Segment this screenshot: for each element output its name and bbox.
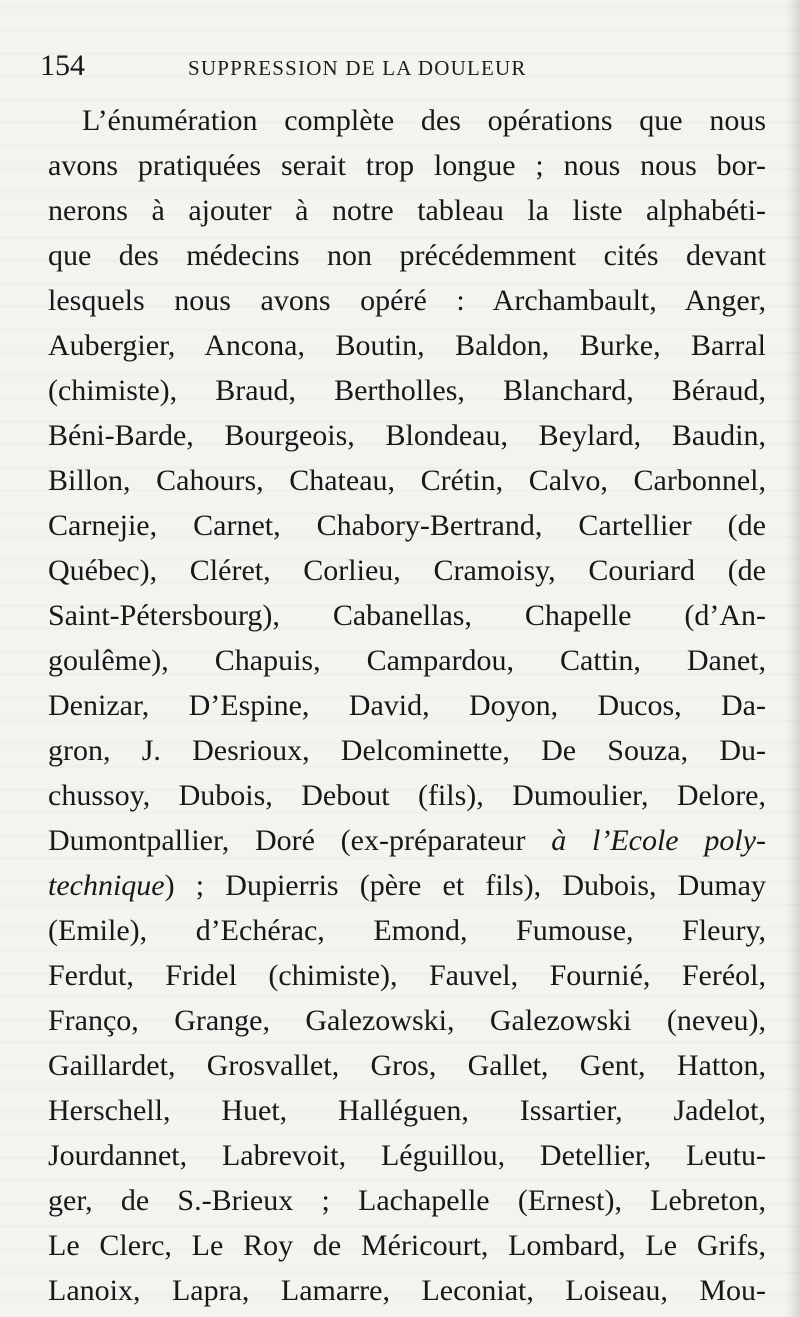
text-line: Québec), Cléret, Corlieu, Cramoisy, Couriard (de <box>48 554 766 587</box>
text-line: Lanoix, Lapra, Lamarre, Leconiat, Loiseau, Mou- <box>48 1274 766 1307</box>
text-line: L’énumération complète des opérations que nous <box>82 104 766 137</box>
text-line: (Emile), d’Echérac, Emond, Fumouse, Fleury, <box>48 914 766 947</box>
text-line: Billon, Cahours, Chateau, Crétin, Calvo, Carbonnel, <box>48 464 766 497</box>
running-title: SUPPRESSION DE LA DOULEUR <box>188 56 527 80</box>
running-head <box>40 44 770 88</box>
text-line: Béni-Barde, Bourgeois, Blondeau, Beylard, Baudin, <box>48 419 766 452</box>
text-line: avons pratiquées serait trop longue ; nous nous bor- <box>48 149 766 182</box>
text-line-with-italic <box>48 863 766 908</box>
text-line: lesquels nous avons opéré : Archambault, Anger, <box>48 284 766 317</box>
text-line: goulême), Chapuis, Campardou, Cattin, Danet, <box>48 644 766 677</box>
text-line: Carnejie, Carnet, Chabory-Bertrand, Cartellier (de <box>48 509 766 542</box>
text-line: Le Clerc, Le Roy de Méricourt, Lombard, Le Grifs, <box>48 1229 766 1262</box>
page-edge-shadow <box>786 0 800 1317</box>
italic-segment: technique <box>48 869 165 902</box>
text-line: Saint-Pétersbourg), Cabanellas, Chapelle (d’An- <box>48 599 766 632</box>
text-line: Gaillardet, Grosvallet, Gros, Gallet, Gent, Hatton, <box>48 1049 766 1082</box>
text-line: Franço, Grange, Galezowski, Galezowski (neveu), <box>48 1004 766 1037</box>
text-line: Ferdut, Fridel (chimiste), Fauvel, Fournié, Feréol, <box>48 959 766 992</box>
text-segment: Dumontpallier, Doré (ex-préparateur <box>48 824 552 857</box>
text-line: Jourdannet, Labrevoit, Léguillou, Detellier, Leutu- <box>48 1139 766 1172</box>
text-line: Denizar, D’Espine, David, Doyon, Ducos, Da- <box>48 689 766 722</box>
text-line: chussoy, Dubois, Debout (fils), Dumoulier, Delore, <box>48 779 766 812</box>
text-line: que des médecins non précédemment cités devant <box>48 239 766 272</box>
text-line: nerons à ajouter à notre tableau la liste alphabéti- <box>48 194 766 227</box>
page-number: 154 <box>40 49 85 82</box>
text-line-with-italic <box>48 818 766 863</box>
text-line: Herschell, Huet, Halléguen, Issartier, Jadelot, <box>48 1094 766 1127</box>
text-line: gron, J. Desrioux, Delcominette, De Souza, Du- <box>48 734 766 767</box>
body-text <box>48 98 766 1313</box>
text-line: (chimiste), Braud, Bertholles, Blanchard, Béraud, <box>48 374 766 407</box>
text-line: ger, de S.-Brieux ; Lachapelle (Ernest), Lebreton, <box>48 1184 766 1217</box>
text-line: Aubergier, Ancona, Boutin, Baldon, Burke, Barral <box>48 329 766 362</box>
text-segment: ) ; Dupierris (père et fils), Dubois, Dumay <box>164 869 766 902</box>
italic-segment: à l’Ecole poly- <box>551 824 766 857</box>
